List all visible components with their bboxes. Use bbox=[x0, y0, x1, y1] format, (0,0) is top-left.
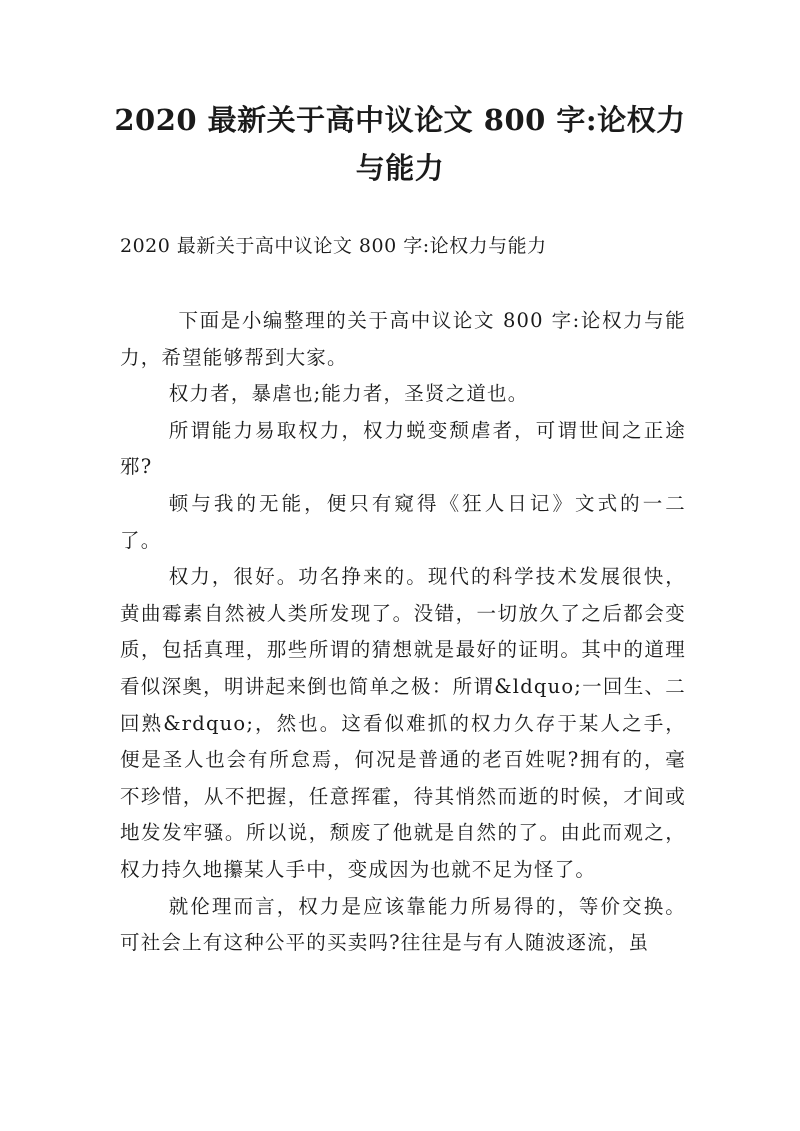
paragraph: 权力，很好。功名挣来的。现代的科学技术发展很快，黄曲霉素自然被人类所发现了。没错，一切放久了之后都会变质，包括真理，那些所谓的猜想就是最好的证明。其中的道理看似深奥，明讲起来倒也简单之极：所谓&ldquo;一回生、二回熟&rdquo;，然也。这看似难抓的权力久存于某人之手，便是圣人也会有所怠焉，何况是普通的老百姓呢?拥有的，毫不珍惜，从不把握，任意挥霍，待其悄然而逝的时候，才间或地发发牢骚。所以说，颓废了他就是自然的了。由此而观之，权力持久地攥某人手中，变成因为也就不足为怪了。 bbox=[120, 565, 686, 881]
paragraph: 权力者，暴虐也;能力者，圣贤之道也。 bbox=[168, 382, 529, 406]
document-title: 2020 最新关于高中议论文 800 字:论权力与能力 bbox=[114, 103, 686, 185]
paragraph: 就伦理而言，权力是应该靠能力所易得的，等价交换。可社会上有这种公平的买卖吗?往往是与有人随波逐流，虽 bbox=[120, 894, 686, 955]
paragraph: 顿与我的无能，便只有窥得《狂人日记》文式的一二了。 bbox=[120, 491, 686, 552]
document-subtitle: 2020 最新关于高中议论文 800 字:论权力与能力 bbox=[120, 235, 547, 257]
document-body bbox=[120, 303, 686, 962]
paragraph-intro: 下面是小编整理的关于高中议论文 800 字:论权力与能力，希望能够帮到大家。 bbox=[120, 309, 686, 369]
paragraph: 所谓能力易取权力，权力蜕变颓虐者，可谓世间之正途邪? bbox=[120, 418, 686, 479]
